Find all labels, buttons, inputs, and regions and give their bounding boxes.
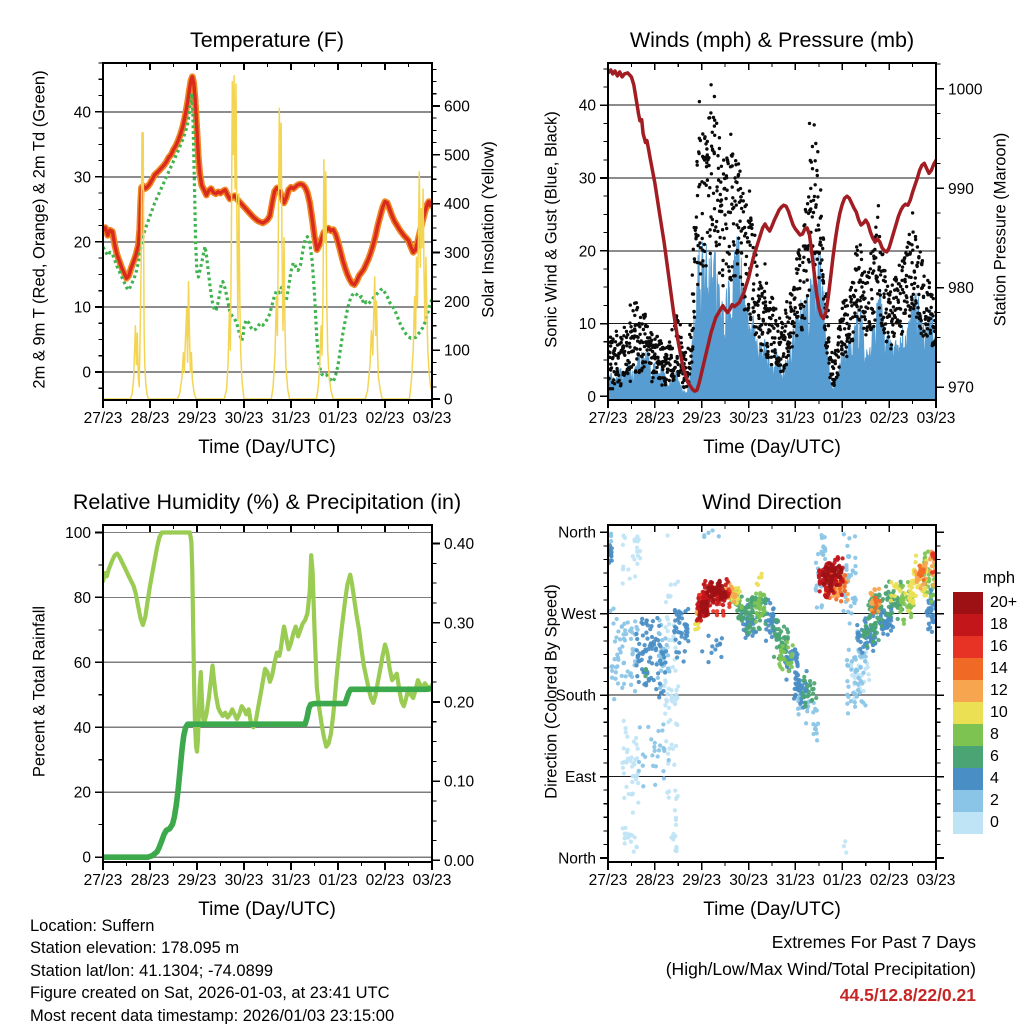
legend-bin-label: 2 (990, 792, 999, 809)
y-axis-label-humidity-left: Percent & Total Rainfall (30, 605, 49, 778)
y-tick-label-left: 40 (73, 719, 91, 737)
legend-swatch (953, 746, 983, 768)
x-axis-label-temperature: Time (Day/UTC) (198, 437, 336, 458)
y-axis-label-pressure-right: Station Pressure (Maroon) (991, 132, 1010, 327)
y-tick-label-left: South (555, 687, 596, 705)
extremes-values: 44.5/12.8/22/0.21 (839, 985, 976, 1005)
y-tick-label-right: 0.40 (444, 536, 475, 553)
x-tick-label: 27/23 (83, 872, 123, 889)
x-axis-label-winds: Time (Day/UTC) (703, 437, 841, 458)
y-tick-label-left: 40 (73, 104, 91, 122)
series-solar-insolation (103, 76, 432, 399)
y-tick-label-left: 40 (578, 97, 596, 115)
y-tick-label-left: 0 (587, 388, 596, 406)
x-tick-label: 02/23 (365, 872, 405, 889)
legend-title: mph (983, 569, 1016, 587)
x-tick-label: 31/23 (271, 872, 311, 889)
x-tick-label: 29/23 (177, 872, 217, 889)
y-tick-label-right: 500 (444, 147, 470, 165)
x-tick-label: 30/23 (224, 410, 264, 427)
legend-bin-label: 12 (990, 682, 1008, 699)
x-tick-label: 27/23 (588, 872, 628, 889)
y-tick-label-left: 10 (73, 299, 91, 317)
legend-swatch (953, 592, 983, 614)
x-tick-label: 30/23 (224, 872, 264, 889)
y-tick-label-right: 300 (444, 245, 470, 262)
series-2m-dewpoint (103, 94, 432, 382)
panel-humidity-precip (65, 525, 474, 889)
series-total-rainfall (103, 689, 432, 858)
legend-bin-label: 8 (990, 726, 999, 743)
legend-swatch (953, 812, 983, 834)
y-tick-label-right: 600 (444, 98, 470, 116)
x-tick-label: 28/23 (130, 410, 170, 427)
legend-bin-label: 6 (990, 748, 999, 765)
series-relative-humidity (103, 533, 432, 752)
x-tick-label: 02/23 (869, 872, 909, 889)
legend-bin-label: 20+ (990, 594, 1018, 611)
y-tick-label-right: 0.30 (444, 615, 475, 633)
y-tick-label-right: 400 (444, 196, 470, 214)
x-tick-label: 27/23 (588, 410, 628, 427)
legend-swatch (953, 614, 983, 636)
extremes-subheading: (High/Low/Max Wind/Total Precipitation) (665, 958, 976, 979)
x-tick-label: 29/23 (682, 872, 722, 889)
y-tick-label-right: 0.10 (444, 773, 475, 791)
legend-bin-label: 4 (990, 770, 999, 787)
extremes-block (666, 929, 976, 1009)
series-2m-temperature (103, 77, 432, 285)
y-axis-label-temperature-left: 2m & 9m T (Red, Orange) & 2m Td (Green) (30, 70, 49, 389)
panel-temperature (74, 63, 470, 427)
legend-swatch (953, 768, 983, 790)
series-wind-direction-dots (606, 528, 938, 854)
x-tick-label: 28/23 (635, 410, 675, 427)
legend-swatch (953, 702, 983, 724)
y-tick-label-left: 0 (82, 364, 91, 382)
legend-swatch (953, 790, 983, 812)
x-tick-label: 03/23 (412, 410, 452, 427)
x-tick-label: 29/23 (682, 410, 722, 427)
x-tick-label: 02/23 (869, 410, 909, 427)
x-tick-label: 28/23 (130, 872, 170, 889)
legend-bin-label: 0 (990, 814, 999, 831)
timestamp-line: Most recent data timestamp: 2026/01/03 23:15:00 (30, 1006, 395, 1024)
y-tick-label-left: 80 (73, 589, 91, 607)
panel-winds-pressure (579, 63, 983, 427)
x-tick-label: 30/23 (729, 872, 768, 889)
y-tick-label-right: 0 (444, 391, 453, 409)
x-axis-label-humidity: Time (Day/UTC) (198, 899, 336, 920)
chart-title-winds-pressure: Winds (mph) & Pressure (mb) (629, 28, 915, 52)
legend-swatch (953, 636, 983, 658)
y-tick-label-left: 30 (73, 169, 91, 187)
y-axis-label-solar-right: Solar Insolation (Yellow) (479, 141, 498, 318)
y-tick-label-right: 990 (948, 180, 974, 198)
x-tick-label: 29/23 (177, 410, 217, 427)
y-tick-label-left: North (558, 524, 596, 542)
y-tick-label-left: 20 (73, 234, 91, 252)
x-tick-label: 03/23 (412, 872, 452, 889)
x-tick-label: 01/23 (822, 410, 862, 427)
legend-bin-label: 18 (990, 616, 1008, 633)
y-tick-label-left: East (564, 769, 596, 787)
legend-bin-label: 10 (990, 704, 1008, 721)
y-tick-label-left: 60 (73, 654, 91, 672)
chart-title-wind-direction: Wind Direction (702, 490, 842, 514)
legend-bin-label: 14 (990, 660, 1008, 677)
y-tick-label-right: 0.20 (444, 694, 475, 712)
y-tick-label-right: 0.00 (444, 852, 475, 870)
x-axis-label-wind-direction: Time (Day/UTC) (703, 899, 841, 920)
x-tick-label: 27/23 (83, 410, 123, 427)
y-tick-label-right: 100 (444, 342, 470, 360)
x-tick-label: 31/23 (776, 872, 815, 889)
extremes-heading: Extremes For Past 7 Days (771, 932, 976, 952)
legend-bin-label: 16 (990, 638, 1008, 655)
y-tick-label-right: 1000 (948, 81, 983, 99)
y-tick-label-left: 30 (578, 170, 596, 188)
y-tick-label-left: 20 (73, 784, 91, 802)
legend-swatch (953, 658, 983, 680)
y-tick-label-left: 10 (578, 316, 596, 334)
x-tick-label: 02/23 (365, 410, 405, 427)
y-axis-label-direction-left: Direction (Colored By Speed) (542, 584, 561, 799)
chart-title-humidity-precip: Relative Humidity (%) & Precipitation (in) (72, 490, 462, 514)
x-tick-label: 31/23 (776, 410, 815, 427)
x-tick-label: 03/23 (916, 872, 956, 889)
x-tick-label: 01/23 (318, 872, 358, 889)
speed-colorbar (953, 571, 1024, 863)
elevation-line: Station elevation: 178.095 m (30, 939, 240, 958)
y-tick-label-left: 100 (65, 525, 91, 542)
x-tick-label: 31/23 (271, 410, 311, 427)
y-axis-label-wind-left: Sonic Wind & Gust (Blue, Black) (542, 111, 561, 348)
location-line: Location: Suffern (30, 917, 155, 935)
y-tick-label-left: 20 (578, 243, 596, 261)
x-tick-label: 01/23 (822, 872, 862, 889)
y-tick-label-left: West (560, 606, 596, 624)
panel-wind-direction (555, 525, 955, 889)
y-tick-label-right: 970 (948, 379, 974, 397)
x-tick-label: 01/23 (318, 410, 358, 427)
y-tick-label-right: 980 (948, 280, 974, 298)
x-tick-label: 30/23 (729, 410, 768, 427)
y-tick-label-left: 0 (82, 849, 91, 867)
chart-title-temperature: Temperature (F) (189, 28, 345, 52)
x-tick-label: 03/23 (916, 410, 956, 427)
latlon-line: Station lat/lon: 41.1304; -74.0899 (30, 961, 274, 980)
legend-swatch (953, 724, 983, 746)
station-info (30, 915, 394, 1024)
y-tick-label-right: 200 (444, 293, 470, 311)
legend-swatch (953, 680, 983, 702)
y-tick-label-left: North (558, 850, 596, 868)
created-line: Figure created on Sat, 2026-01-03, at 23:41 UTC (30, 984, 390, 1003)
x-tick-label: 28/23 (635, 872, 675, 889)
